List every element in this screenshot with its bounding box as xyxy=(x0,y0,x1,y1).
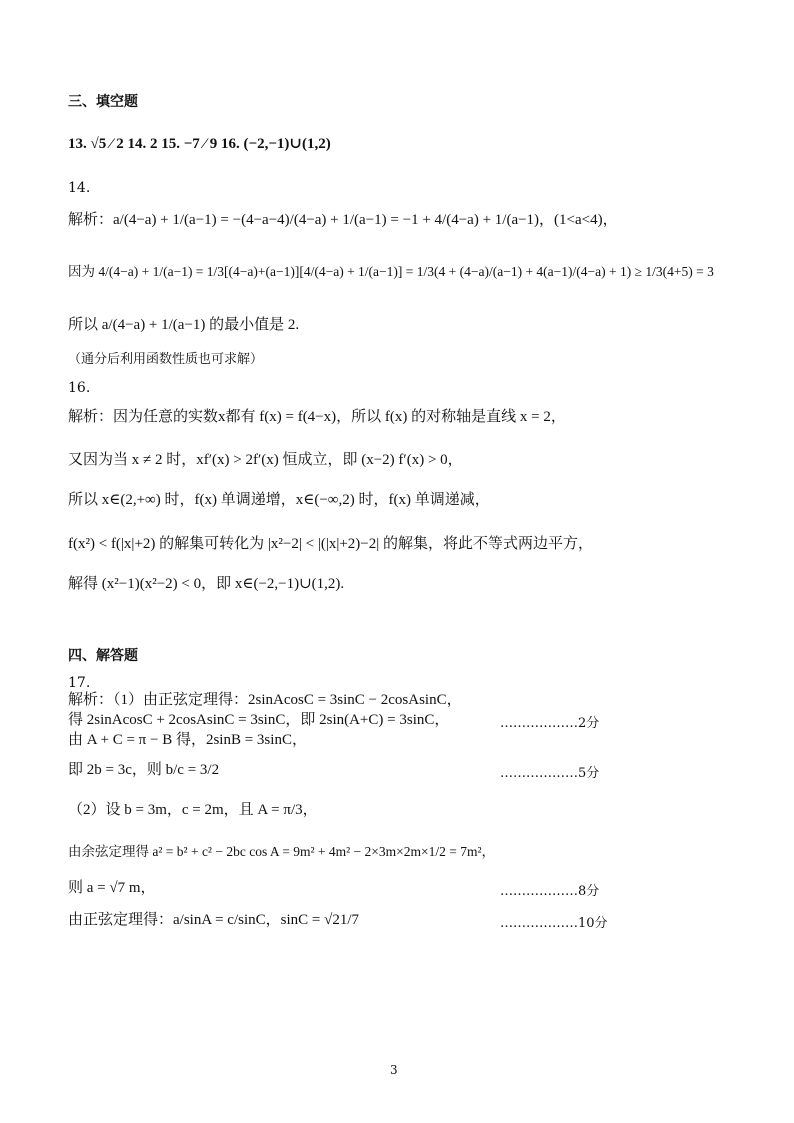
q16-line1: 解析：因为任意的实数x都有 f(x) = f(4−x)，所以 f(x) 的对称轴是直线 x = 2， xyxy=(68,409,566,425)
q14-line3: 所以 a/(4−a) + 1/(a−1) 的最小值是 2. xyxy=(68,317,300,333)
q14-line1: 解析：a/(4−a) + 1/(a−1) = −(4−a−4)/(4−a) + 1/(a−1) = −1 + 4/(4−a) + 1/(a−1)，(1<a<4)， xyxy=(68,212,618,228)
q17-line8: 由正弦定理得：a/sinA = c/sinC，sinC = √21/7 xyxy=(68,912,359,928)
q16-line2: 又因为当 x ≠ 2 时，xf′(x) > 2f′(x) 恒成立，即 (x−2) f′(x) > 0， xyxy=(68,452,463,468)
section-title-answer: 四、解答题 xyxy=(68,648,138,664)
section-title-fill-in: 三、填空题 xyxy=(68,94,138,110)
q17-line4: 即 2b = 3c，则 b/c = 3/2 xyxy=(68,762,220,778)
q17-line2: 得 2sinAcosC + 2cosAsinC = 3sinC，即 2sin(A+C) = 3sinC， xyxy=(68,712,450,728)
q17-line1: 解析：（1）由正弦定理得：2sinAcosC = 3sinC − 2cosAsinC， xyxy=(68,692,462,708)
q17-line7: 则 a = √7 m， xyxy=(68,880,156,896)
q17-line3: 由 A + C = π − B 得，2sinB = 3sinC， xyxy=(68,732,307,748)
score-8: ………………8分 xyxy=(500,884,600,899)
q17-number: 17. xyxy=(68,675,91,691)
q17-line6: 由余弦定理得 a² = b² + c² − 2bc cos A = 9m² + 4m² − 2×3m×2m×1/2 = 7m²， xyxy=(68,844,496,859)
q16-number: 16. xyxy=(68,380,91,396)
q14-note: （通分后利用函数性质也可求解） xyxy=(68,352,264,367)
score-2: ………………2分 xyxy=(500,716,600,731)
score-5: ………………5分 xyxy=(500,766,600,781)
score-10: ………………10分 xyxy=(500,916,608,931)
q16-line3: 所以 x∈(2,+∞) 时，f(x) 单调递增，x∈(−∞,2) 时，f(x) 单调递减， xyxy=(68,492,490,508)
q14-line2: 因为 4/(4−a) + 1/(a−1) = 1/3[(4−a)+(a−1)][4/(4−a) + 1/(a−1)] = 1/3(4 + (4−a)/(a−1) + 4(a−1)/(4−a) + 1) ≥ 1/3(4+5) = 3 xyxy=(68,264,714,279)
page-number: 3 xyxy=(390,1063,398,1077)
q17-line5: （2）设 b = 3m，c = 2m，且 A = π/3， xyxy=(68,802,318,818)
answers-13-16: 13. √5 ⁄ 2 14. 2 15. −7 ⁄ 9 16. (−2,−1)∪(1,2) xyxy=(68,136,331,152)
q14-number: 14. xyxy=(68,180,91,196)
q16-line5: 解得 (x²−1)(x²−2) < 0，即 x∈(−2,−1)∪(1,2). xyxy=(68,576,345,592)
q16-line4: f(x²) < f(|x|+2) 的解集可转化为 |x²−2| < |(|x|+2)−2| 的解集，将此不等式两边平方， xyxy=(68,536,593,552)
